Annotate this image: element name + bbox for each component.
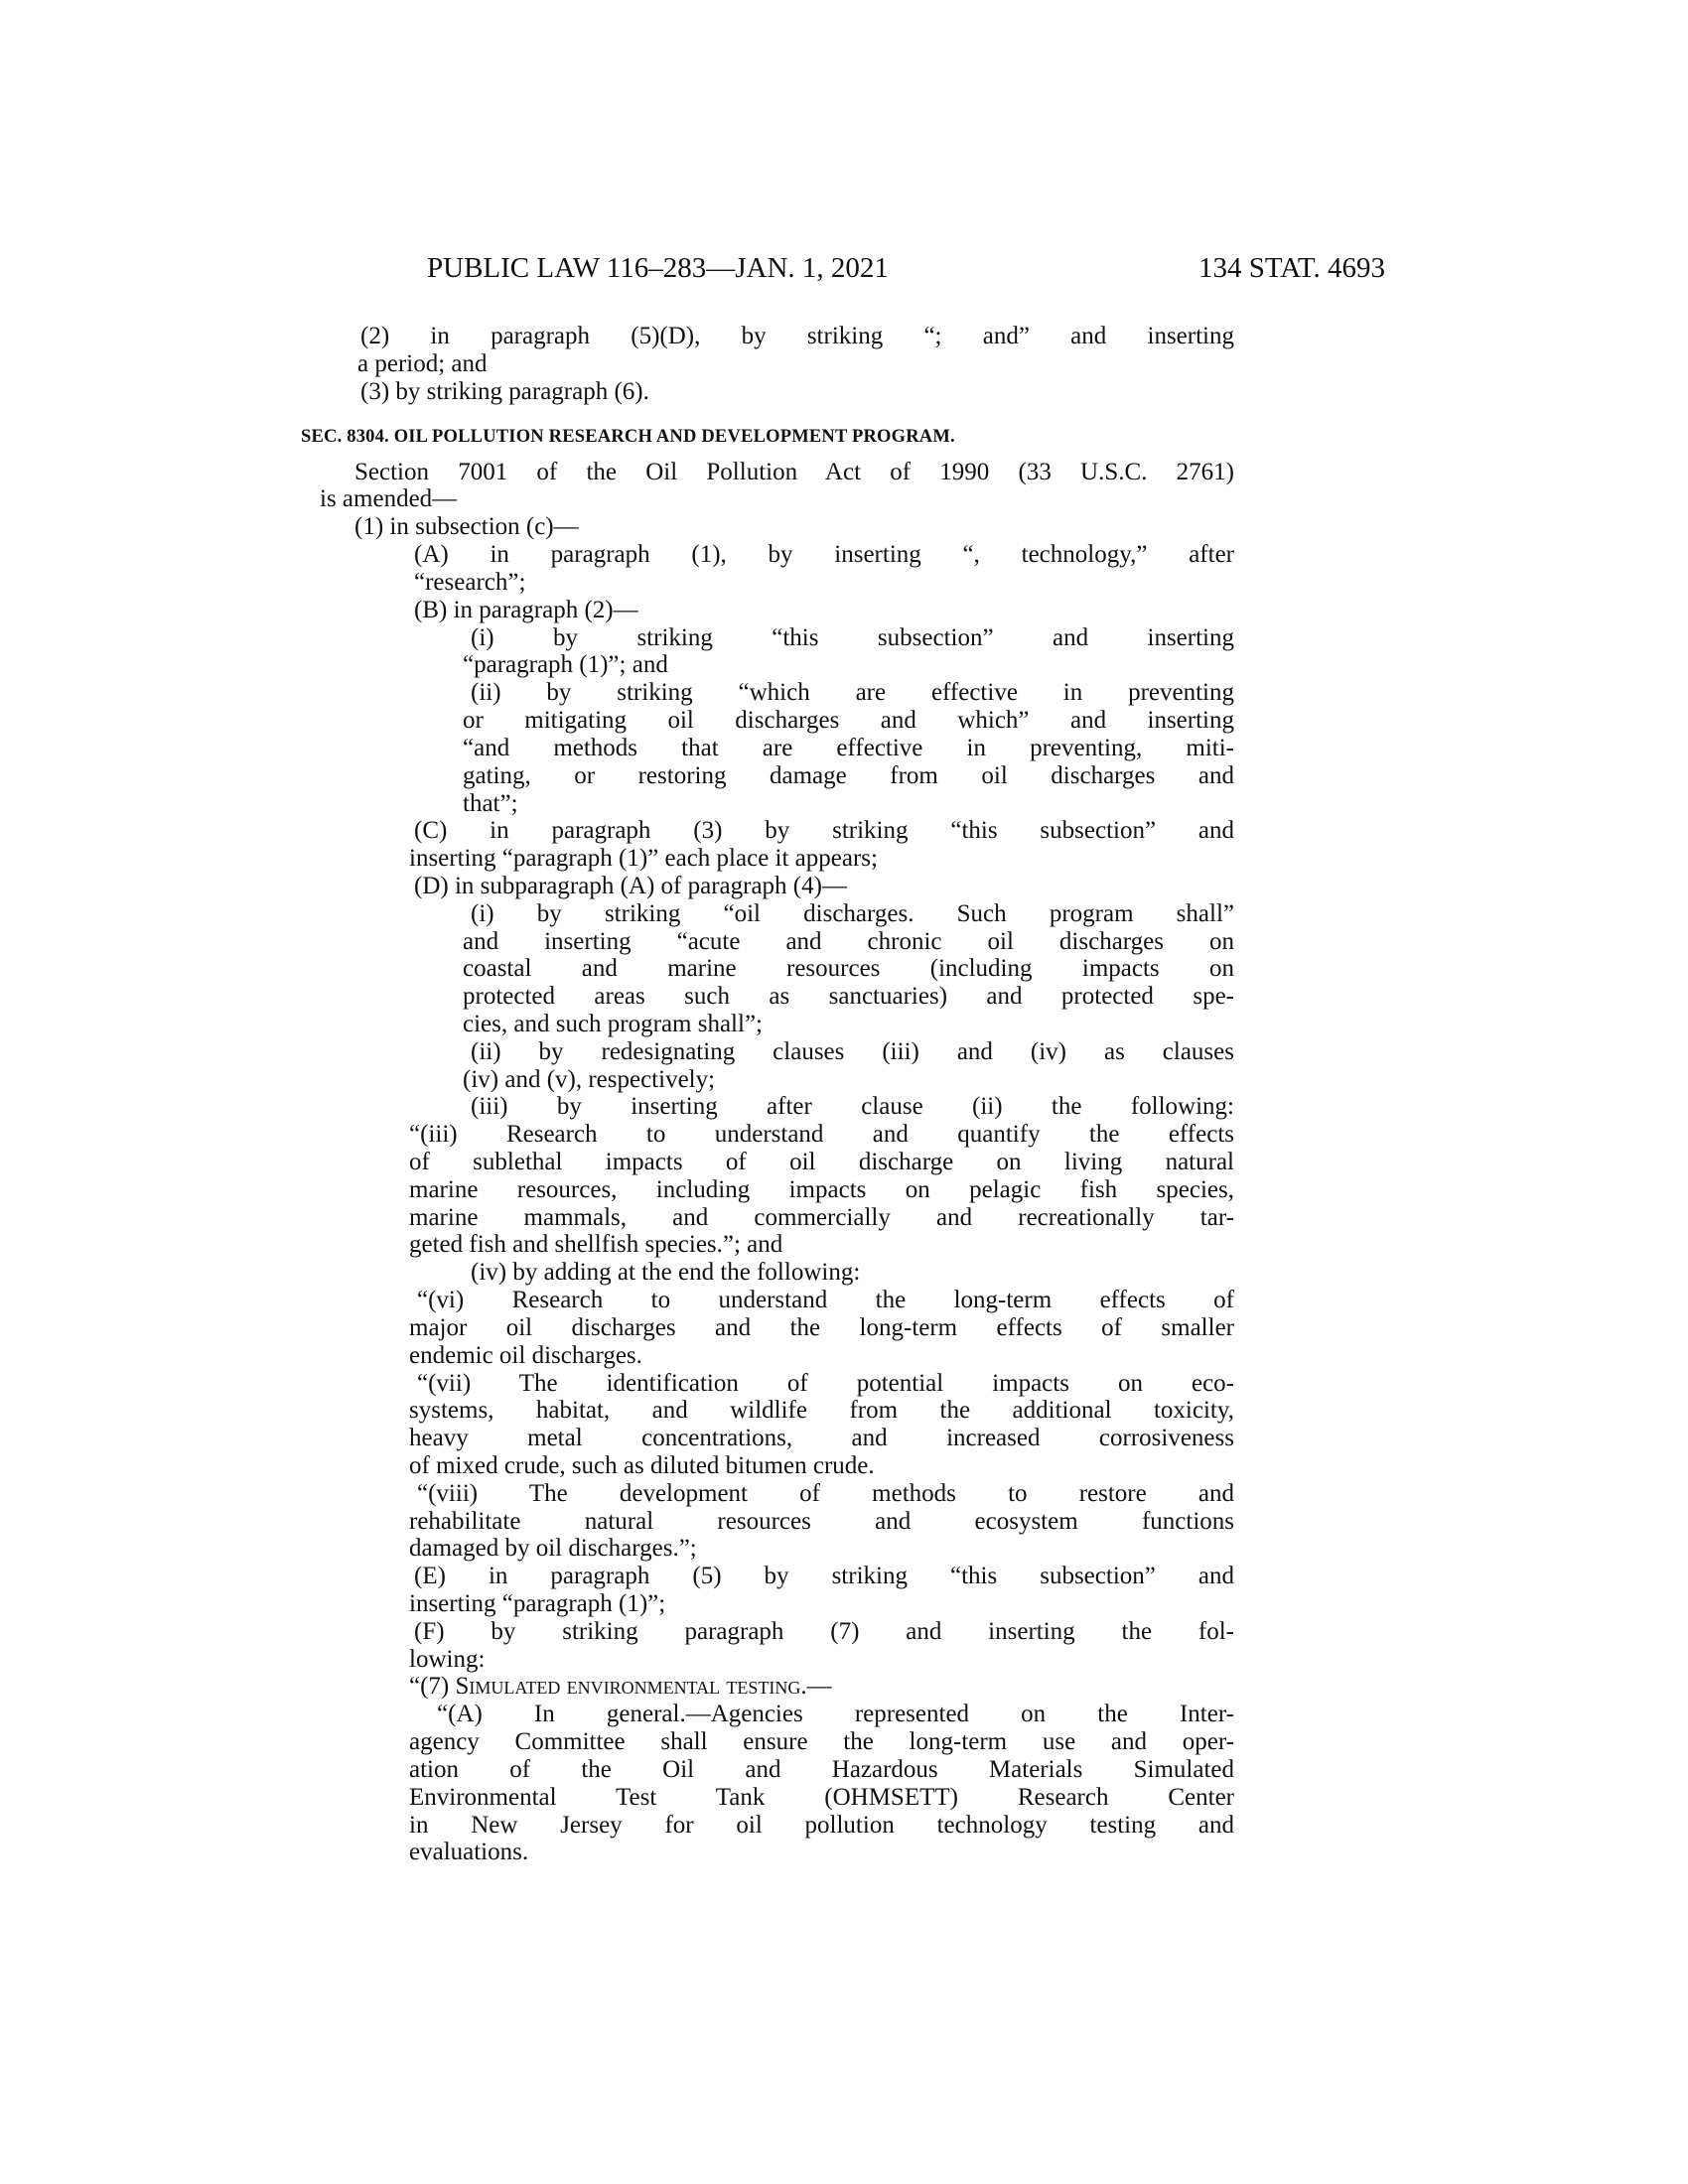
text-line: lowing: (409, 1646, 486, 1673)
text-line: inserting “paragraph (1)”; (409, 1590, 666, 1617)
text-line: (i) by striking “oil discharges. Such program shall” (471, 900, 1234, 927)
subsection-heading: “(7) Simulated environmental testing.— (409, 1673, 832, 1700)
text-line: “(vii) The identification of potential impacts on eco- (417, 1370, 1234, 1397)
text-line: and inserting “acute and chronic oil discharges on (463, 928, 1234, 955)
text-line: or mitigating oil discharges and which” and inserting (463, 707, 1234, 734)
section-heading: SEC. 8304. OIL POLLUTION RESEARCH AND DEVELOPMENT PROGRAM. (301, 427, 955, 447)
text-line: (F) by striking paragraph (7) and inserting the fol- (414, 1618, 1234, 1645)
text-line: gating, or restoring damage from oil discharges and (463, 762, 1234, 789)
text-line: (A) in paragraph (1), by inserting “, technology,” after (414, 541, 1234, 568)
text-line: is amended— (320, 485, 458, 512)
text-line: “(vi) Research to understand the long-term effects of (417, 1287, 1234, 1313)
text-line: rehabilitate natural resources and ecosystem functions (409, 1508, 1234, 1535)
text-line: “(viii) The development of methods to restore and (417, 1480, 1234, 1507)
text-line: (B) in paragraph (2)— (414, 597, 638, 623)
text-line: ation of the Oil and Hazardous Materials Simulated (409, 1756, 1234, 1783)
text-line: evaluations. (409, 1839, 529, 1865)
text-line: (iv) by adding at the end the following: (471, 1259, 861, 1286)
text-line: heavy metal concentrations, and increased corrosiveness (409, 1425, 1234, 1451)
text-line: (2) in paragraph (5)(D), by striking “; and” and inserting (360, 323, 1234, 349)
text-line: (C) in paragraph (3) by striking “this subsection” and (414, 817, 1234, 844)
text-line: Environmental Test Tank (OHMSETT) Research Center (409, 1784, 1234, 1811)
text-line: cies, and such program shall”; (463, 1011, 763, 1037)
text-line: “paragraph (1)”; and (463, 651, 668, 678)
text-line: systems, habitat, and wildlife from the additional toxicity, (409, 1397, 1234, 1424)
text-line: major oil discharges and the long-term effects of smaller (409, 1314, 1234, 1341)
text-line: geted fish and shellfish species.”; and (409, 1231, 783, 1258)
text-line: coastal and marine resources (including impacts on (463, 955, 1234, 982)
text-line: of mixed crude, such as diluted bitumen crude. (409, 1452, 875, 1479)
text-line: protected areas such as sanctuaries) and protected spe- (463, 983, 1234, 1010)
running-head-title: PUBLIC LAW 116–283—JAN. 1, 2021 (427, 252, 889, 284)
text-line: (iii) by inserting after clause (ii) the following: (471, 1093, 1234, 1120)
text-line: (ii) by striking “which are effective in preventing (471, 679, 1234, 706)
text-line: in New Jersey for oil pollution technology testing and (409, 1812, 1234, 1839)
text-line: that”; (463, 790, 518, 817)
text-line: agency Committee shall ensure the long-term use and oper- (409, 1728, 1234, 1755)
text-line: marine mammals, and commercially and recreationally tar- (409, 1204, 1234, 1231)
text-line: a period; and (357, 350, 488, 377)
text-line: “research”; (414, 569, 526, 596)
text-line: (D) in subparagraph (A) of paragraph (4)— (414, 873, 847, 899)
text-line: (3) by striking paragraph (6). (360, 378, 649, 405)
text-line: “and methods that are effective in preventing, miti- (463, 735, 1234, 761)
running-head-stat-page: 134 STAT. 4693 (1197, 252, 1385, 284)
text-line: “(iii) Research to understand and quantify the effects (409, 1121, 1234, 1148)
text-line: (E) in paragraph (5) by striking “this subsection” and (414, 1563, 1234, 1589)
text-line: (i) by striking “this subsection” and inserting (471, 624, 1234, 651)
text-line: inserting “paragraph (1)” each place it appears; (409, 845, 878, 872)
text-line: “(A) In general.—Agencies represented on the Inter- (437, 1701, 1234, 1727)
text-line: Section 7001 of the Oil Pollution Act of 1990 (33 U.S.C. 2761) (354, 459, 1234, 485)
running-head (298, 248, 1385, 288)
text-line: of sublethal impacts of oil discharge on living natural (409, 1149, 1234, 1175)
text-line: (1) in subsection (c)— (354, 513, 579, 540)
text-line: (iv) and (v), respectively; (463, 1066, 716, 1093)
text-line: (ii) by redesignating clauses (iii) and (iv) as clauses (471, 1038, 1234, 1065)
text-line: damaged by oil discharges.”; (409, 1535, 697, 1562)
text-line: marine resources, including impacts on pelagic fish species, (409, 1176, 1234, 1203)
text-line: endemic oil discharges. (409, 1342, 642, 1369)
